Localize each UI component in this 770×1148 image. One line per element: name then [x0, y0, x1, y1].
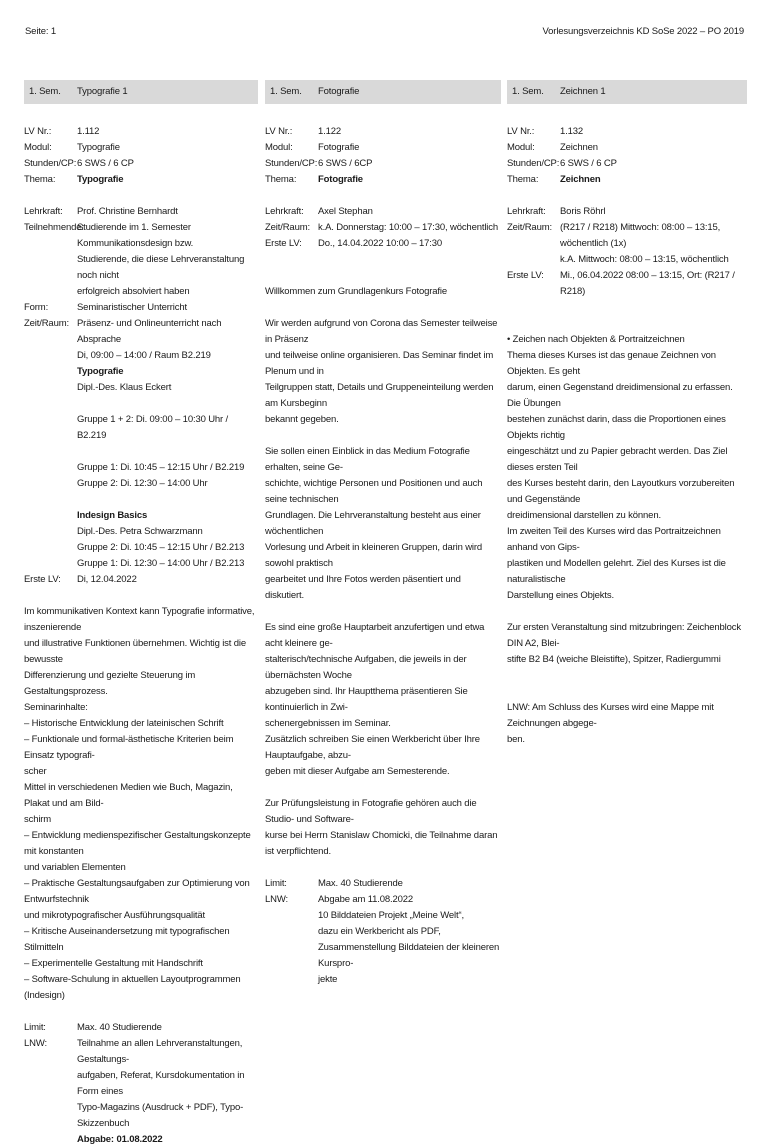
subsection-title: Typografie — [77, 366, 124, 377]
info-row: Modul: Typografie — [24, 142, 120, 153]
text-line: 10 Bilddateien Projekt „Meine Welt“, — [318, 910, 464, 921]
course-column-zeichnen — [507, 80, 747, 748]
limit-row: Limit: Max. 40 Studierende — [24, 1022, 162, 1033]
paragraph: Zur ersten Veranstaltung sind mitzubringen: Zeichenblock DIN A2, Blei- stifte B2 B4 (weiche Bleistifte), Spitzer, Radiergummi — [507, 622, 741, 665]
text-line: Gruppe 2: Di. 10:45 – 12:15 Uhr / B2.213 — [77, 542, 245, 553]
info-row: LV Nr.: 1.122 — [265, 126, 342, 137]
lehrkraft-row: Lehrkraft: Prof. Christine Bernhardt — [24, 206, 178, 217]
paragraph: Es sind eine große Hauptarbeit anzufertigen und etwa acht kleinere ge- stalterisch/technische Aufgaben, die jeweils in der übernächsten Woche abzugeben sind. Ihr Hauptthema präsentieren Sie kontinuierlich in Zwi- schenergebnissen im Seminar. Zusätzlich schreiben Sie einen Werkbericht über Ihre Hauptaufgabe, abzu- geben mit dieser Aufgabe am Semesterende. — [265, 622, 485, 777]
text-line: jekte — [318, 974, 338, 985]
document-title: Vorlesungsverzeichnis KD SoSe 2022 – PO 2019 — [542, 26, 744, 37]
text-line: Gruppe 1: Di. 10:45 – 12:15 Uhr / B2.219 — [77, 462, 245, 473]
abgabe-date: Abgabe: 01.08.2022 — [77, 1134, 163, 1145]
lehrkraft-row: Lehrkraft: Axel Stephan — [265, 206, 373, 217]
info-row: Modul: Fotografie — [265, 142, 360, 153]
info-row: LV Nr.: 1.132 — [507, 126, 584, 137]
info-row: Thema: Fotografie — [265, 174, 363, 185]
text-line: Zusammenstellung Bilddateien der kleineren Kurspro- — [318, 942, 500, 969]
zeit-row: Zeit/Raum: k.A. Donnerstag: 10:00 – 17:30, wöchentlich — [265, 222, 498, 233]
zeit-row: Zeit/Raum: Präsenz- und Onlineunterricht nach Absprache — [24, 318, 222, 345]
lnw-row: LNW: Abgabe am 11.08.2022 — [265, 894, 414, 905]
course-header — [24, 80, 258, 104]
text-line: Gruppe 1: Di. 12:30 – 14:00 Uhr / B2.213 — [77, 558, 245, 569]
info-row: LV Nr.: 1.112 — [24, 126, 100, 137]
paragraph: • Zeichen nach Objekten & Portraitzeichnen Thema dieses Kurses ist das genaue Zeichnen von Objekten. Es geht darum, einen Gegenstand dreidimensional zu erfassen. Die Übungen bestehen zunächst darin, dass die Proportionen eines Objekts richtig eingeschätzt und zu Papier gebracht werden. Das Ziel dieses ersten Teil des Kurses besteht darin, den Layoutkurs vorzubereiten und Gegenstände dreidimensional darstellen zu können. Im zweiten Teil des Kurses wird das Portraitzeichnen anhand von Gips- plastiken und Modellen gelehrt. Ziel des Kurses ist die naturalistische Darstellung eines Objekts. — [507, 334, 735, 601]
course-description: Im kommunikativen Kontext kann Typografie informative, inszenierende und illustrative Funktionen übernehmen. Wichtig ist die bewusste Differenzierung und gezielte Steuerung im Gestaltungsprozess. Seminarinhalte: – Historische Entwicklung der lateinischen Schrift – Funktionale und formal-ästhetische Kriterien beim Einsatz typografi- scher Mittel in verschiedenen Medien wie Buch, Magazin, Plakat und am Bild- schirm – Entwicklung medienspezifischer Gestaltungskonzepte mit konstanten und variablen Elementen – Praktische Gestaltungsaufgaben zur Optimierung von Entwurfstechnik und mikrotypografischer Ausführungsqualität – Kritische Auseinandersetzung mit typografischen Stilmitteln – Experimentelle Gestaltung mit Handschrift – Software-Schulung in aktuellen Layoutprogrammen (Indesign) — [24, 606, 255, 1001]
semester-label: 1. Sem. — [29, 86, 61, 97]
text-line: erfolgreich absolviert haben — [77, 286, 190, 297]
lehrkraft-row: Lehrkraft: Boris Röhrl — [507, 206, 606, 217]
limit-row: Limit: Max. 40 Studierende — [265, 878, 403, 889]
erste-lv-row: Erste LV: Di, 12.04.2022 — [24, 574, 137, 585]
info-row: Thema: Typografie — [24, 174, 124, 185]
course-header — [265, 80, 501, 104]
course-column-typografie — [24, 80, 258, 1148]
page-number: Seite: 1 — [25, 26, 57, 37]
info-row: Stunden/CP: 6 SWS / 6CP — [265, 158, 373, 169]
text-line: aufgaben, Referat, Kursdokumentation in Form eines — [77, 1070, 245, 1097]
text-line: Dipl.-Des. Klaus Eckert — [77, 382, 172, 393]
course-column-fotografie — [265, 80, 501, 988]
paragraph: Sie sollen einen Einblick in das Medium Fotografie erhalten, seine Ge- schichte, wichtige Personen und Positionen und auch seine technischen Grundlagen. Die Lehrveranstaltung besteht aus einer wöchentlichen Vorlesung und Arbeit in kleineren Gruppen, darin wird sowohl praktisch gearbeitet und Ihre Fotos werden päsentiert und diskutiert. — [265, 446, 483, 601]
course-header — [507, 80, 747, 104]
info-row: Stunden/CP: 6 SWS / 6 CP — [24, 158, 134, 169]
info-row: Thema: Zeichnen — [507, 174, 601, 185]
erste-lv-row: Erste LV: Mi., 06.04.2022 08:00 – 13:15, Ort: (R217 / R218) — [507, 270, 735, 297]
text-line: dazu ein Werkbericht als PDF, — [318, 926, 441, 937]
semester-label: 1. Sem. — [270, 86, 302, 97]
course-title: Fotografie — [318, 86, 360, 97]
lnw-row: LNW: Teilnahme an allen Lehrveranstaltungen, Gestaltungs- — [24, 1038, 243, 1065]
text-line: Dipl.-Des. Petra Schwarzmann — [77, 526, 203, 537]
teilnehmende-row: Teilnehmende: Studierende im 1. Semester Kommunikationsdesign bzw. — [24, 222, 194, 249]
info-row: Modul: Zeichnen — [507, 142, 598, 153]
text-line: Gruppe 2: Di. 12:30 – 14:00 Uhr — [77, 478, 208, 489]
form-row: Form: Seminaristischer Unterricht — [24, 302, 187, 313]
erste-lv-row: Erste LV: Do., 14.04.2022 10:00 – 17:30 — [265, 238, 443, 249]
text-line: Gruppe 1 + 2: Di. 09:00 – 10:30 Uhr / B2.219 — [77, 414, 229, 441]
course-title: Typografie 1 — [77, 86, 128, 97]
course-title: Zeichnen 1 — [560, 86, 606, 97]
subsection-title: Indesign Basics — [77, 510, 148, 521]
paragraph: Zur Prüfungsleistung in Fotografie gehören auch die Studio- und Software- kurse bei Herrn Stanislaw Chomicki, die Teilnahme daran ist verpflichtend. — [265, 798, 498, 857]
paragraph: Wir werden aufgrund von Corona das Semester teilweise in Präsenz und teilweise online organisieren. Das Seminar findet im Plenum und in Teilgruppen statt, Details und Gruppeneinteilung werden am Kursbeginn bekannt gegeben. — [265, 318, 498, 425]
text-line: Studierende, die diese Lehrveranstaltung noch nicht — [77, 254, 245, 281]
zeit-row: Zeit/Raum: (R217 / R218) Mittwoch: 08:00 – 13:15, wöchentlich (1x) — [507, 222, 721, 249]
text-line: Di, 09:00 – 14:00 / Raum B2.219 — [77, 350, 211, 361]
text-line: Typo-Magazins (Ausdruck + PDF), Typo-Skizzenbuch — [77, 1102, 244, 1129]
paragraph: Willkommen zum Grundlagenkurs Fotografie — [265, 286, 447, 297]
text-line: k.A. Mittwoch: 08:00 – 13:15, wöchentlich — [560, 254, 729, 265]
paragraph: LNW: Am Schluss des Kurses wird eine Mappe mit Zeichnungen abgege- ben. — [507, 702, 714, 745]
info-row: Stunden/CP: 6 SWS / 6 CP — [507, 158, 617, 169]
semester-label: 1. Sem. — [512, 86, 544, 97]
